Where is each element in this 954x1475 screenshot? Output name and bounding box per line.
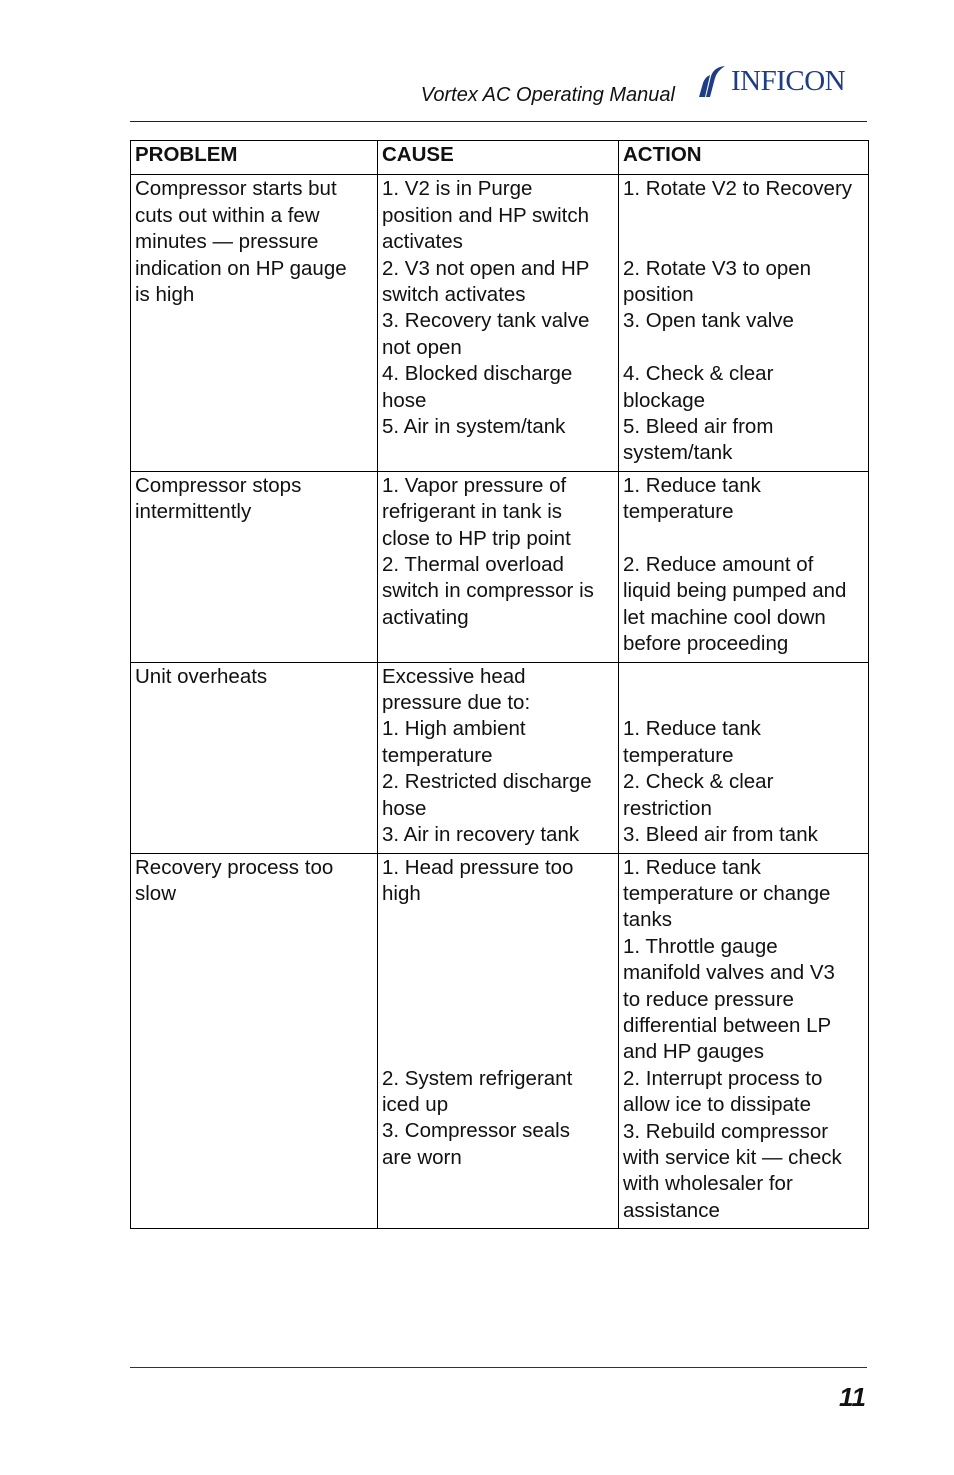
action-line: manifold valves and V3 xyxy=(623,961,835,985)
action-line: tanks xyxy=(623,908,672,932)
cause-line: 5. Air in system/tank xyxy=(382,415,566,439)
column-header-problem: PROBLEM xyxy=(131,141,378,175)
logo-wordmark: INFICON xyxy=(731,64,846,97)
cause-line: 3. Air in recovery tank xyxy=(382,823,580,847)
cause-line: switch in compressor is xyxy=(382,579,594,603)
cause-line: 1. Vapor pressure of xyxy=(382,473,567,497)
table-row xyxy=(131,471,869,662)
header-rule xyxy=(130,121,867,122)
cause-line: temperature xyxy=(382,743,493,767)
cause-line: 1. V2 is in Purge xyxy=(382,177,533,201)
action-line: 2. Reduce amount of xyxy=(623,553,814,577)
action-line: 3. Open tank valve xyxy=(623,309,794,333)
cause-line xyxy=(382,986,614,1012)
table-header-row xyxy=(131,141,869,175)
action-line: 3. Rebuild compressor xyxy=(623,1119,829,1143)
action-line: liquid being pumped and xyxy=(623,579,847,603)
cause-line xyxy=(382,1039,614,1065)
cause-line: pressure due to: xyxy=(382,691,531,715)
page-number: 11 xyxy=(839,1382,866,1412)
problem-cell xyxy=(131,662,378,853)
problem-line: indication on HP gauge xyxy=(135,256,347,280)
cause-line: iced up xyxy=(382,1093,449,1117)
cause-line: hose xyxy=(382,796,427,820)
cause-line: high xyxy=(382,881,421,905)
cause-line: 1. High ambient xyxy=(382,717,526,741)
troubleshooting-table xyxy=(130,140,869,1229)
problem-line: Recovery process too xyxy=(135,855,334,879)
cause-line: 2. V3 not open and HP xyxy=(382,256,590,280)
action-line: allow ice to dissipate xyxy=(623,1093,812,1117)
action-line: 4. Check & clear xyxy=(623,362,774,386)
action-line: differential between LP xyxy=(623,1013,832,1037)
inficon-logo xyxy=(697,64,869,98)
action-line: 1. Rotate V2 to Recovery xyxy=(623,177,853,201)
footer-rule xyxy=(130,1367,867,1368)
cause-line: activates xyxy=(382,230,463,254)
action-line: 2. Rotate V3 to open xyxy=(623,256,812,280)
cause-line: not open xyxy=(382,335,462,359)
cause-line: 3. Recovery tank valve xyxy=(382,309,590,333)
action-line: temperature xyxy=(623,743,734,767)
action-cell xyxy=(619,471,869,662)
action-line xyxy=(623,203,864,229)
problem-line: cuts out within a few xyxy=(135,203,320,227)
action-line: 2. Check & clear xyxy=(623,770,774,794)
cause-line: 2. Restricted discharge xyxy=(382,770,592,794)
action-line: to reduce pressure xyxy=(623,987,794,1011)
cause-line xyxy=(382,1013,614,1039)
cause-line: 3. Compressor seals xyxy=(382,1119,570,1143)
action-line: let machine cool down xyxy=(623,605,826,629)
cause-line: 2. System refrigerant xyxy=(382,1066,573,1090)
action-line: assistance xyxy=(623,1198,720,1222)
cause-line xyxy=(382,907,614,933)
action-line: system/tank xyxy=(623,441,733,465)
cause-cell xyxy=(378,853,619,1229)
action-line: temperature or change xyxy=(623,881,831,905)
column-header-cause: CAUSE xyxy=(378,141,619,175)
cause-line: position and HP switch xyxy=(382,203,590,227)
action-line xyxy=(623,229,864,255)
cause-line: switch activates xyxy=(382,283,526,307)
manual-title: Vortex AC Operating Manual xyxy=(420,84,675,106)
action-line: 1. Reduce tank xyxy=(623,473,761,497)
problem-line: Compressor stops xyxy=(135,473,302,497)
action-line: 3. Bleed air from tank xyxy=(623,823,818,847)
problem-cell xyxy=(131,853,378,1229)
cause-line xyxy=(382,960,614,986)
cause-line xyxy=(382,934,614,960)
action-line xyxy=(623,664,864,690)
problem-line: intermittently xyxy=(135,500,252,524)
action-line: blockage xyxy=(623,388,706,412)
table-row xyxy=(131,853,869,1229)
problem-cell xyxy=(131,175,378,471)
cause-line: activating xyxy=(382,605,469,629)
action-line: restriction xyxy=(623,796,712,820)
action-line: 1. Reduce tank xyxy=(623,855,761,879)
action-cell xyxy=(619,853,869,1229)
action-line: with service kit — check xyxy=(623,1145,842,1169)
problem-line: is high xyxy=(135,283,195,307)
action-line: before proceeding xyxy=(623,632,789,656)
cause-line: 2. Thermal overload xyxy=(382,553,564,577)
action-line: 2. Interrupt process to xyxy=(623,1066,823,1090)
cause-line: are worn xyxy=(382,1145,462,1169)
action-line: with wholesaler for xyxy=(623,1172,793,1196)
action-line: and HP gauges xyxy=(623,1040,764,1064)
action-cell xyxy=(619,175,869,471)
action-line xyxy=(623,526,864,552)
action-line: 1. Throttle gauge xyxy=(623,934,778,958)
cause-line: hose xyxy=(382,388,427,412)
action-cell xyxy=(619,662,869,853)
cause-line: close to HP trip point xyxy=(382,526,571,550)
cause-line: 4. Blocked discharge xyxy=(382,362,573,386)
action-line xyxy=(623,335,864,361)
cause-line: Excessive head xyxy=(382,664,526,688)
cause-cell xyxy=(378,662,619,853)
action-line: 5. Bleed air from xyxy=(623,415,774,439)
problem-line: minutes — pressure xyxy=(135,230,319,254)
action-line: 1. Reduce tank xyxy=(623,717,761,741)
table-row xyxy=(131,175,869,471)
action-line: position xyxy=(623,283,694,306)
cause-cell xyxy=(378,175,619,471)
problem-line: slow xyxy=(135,881,177,905)
table-row xyxy=(131,662,869,853)
action-line: temperature xyxy=(623,500,734,524)
cause-line: 1. Head pressure too xyxy=(382,855,574,879)
problem-line: Compressor starts but xyxy=(135,177,337,201)
cause-cell xyxy=(378,471,619,662)
cause-line: refrigerant in tank is xyxy=(382,500,563,524)
column-header-action: ACTION xyxy=(619,141,869,175)
problem-line: Unit overheats xyxy=(135,664,268,688)
problem-cell xyxy=(131,471,378,662)
action-line xyxy=(623,690,864,716)
inficon-logo-icon xyxy=(697,64,729,98)
